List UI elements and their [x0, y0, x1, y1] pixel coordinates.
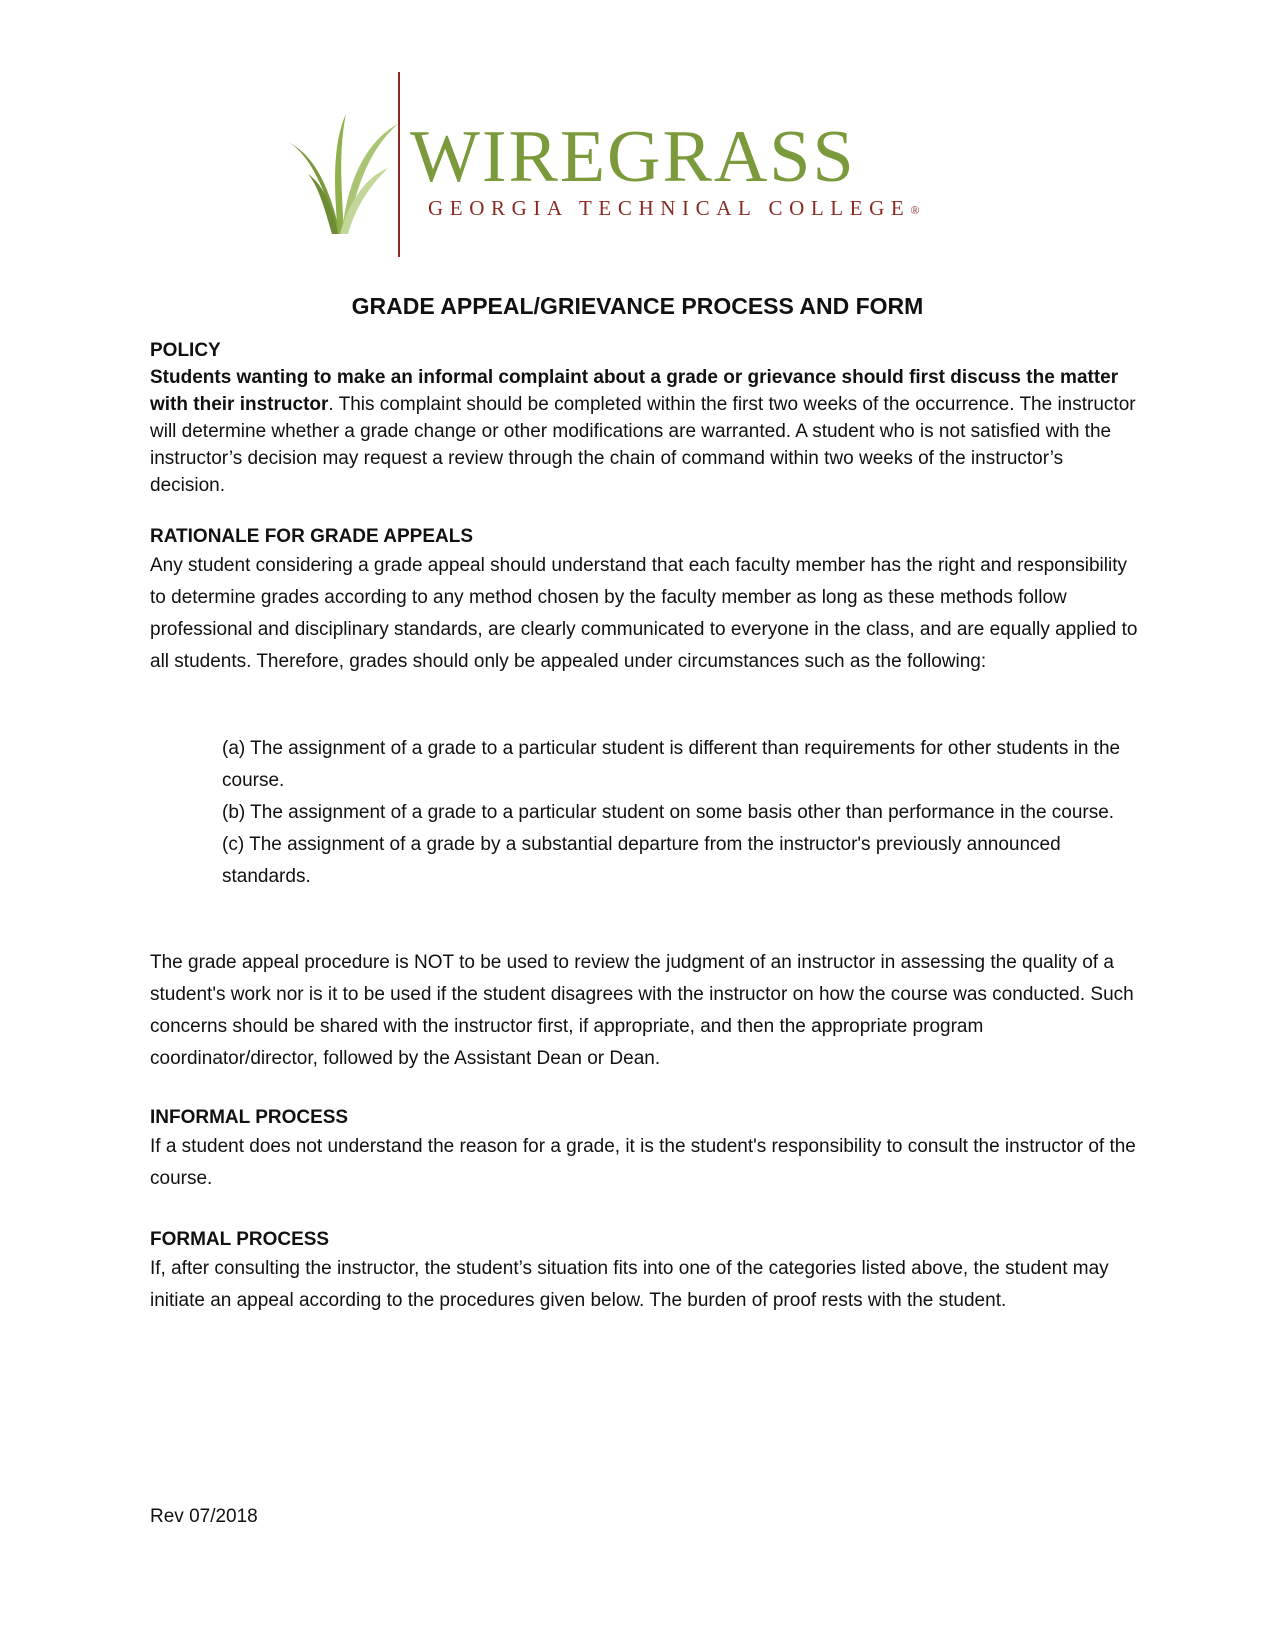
rationale-heading: RATIONALE FOR GRADE APPEALS [150, 526, 474, 547]
logo-wordmark: WIREGRASS [410, 116, 856, 198]
policy-bold-lead: Students wanting to make an informal complaint about a grade or grievance should first discuss the matter with their instructor [150, 367, 1119, 415]
rationale-note: The grade appeal procedure is NOT to be used to review the judgment of an instructor in assessing the quality of a student's work nor is it to be used if the student disagrees with the instructor on how the course was conducted. Such concerns should be shared with the instructor first, if appropriate, and then the appropriate program coordinator/director, followed by the Assistant Dean or Dean. [150, 952, 1134, 1069]
policy-section [150, 337, 1140, 499]
grass-logo-icon [288, 94, 398, 234]
policy-heading: POLICY [150, 340, 221, 361]
logo-subtitle-text: GEORGIA TECHNICAL COLLEGE [428, 196, 911, 220]
informal-body: If a student does not understand the reason for a grade, it is the student's responsibility to consult the instructor of the course. [150, 1136, 1136, 1189]
formal-section [150, 1226, 1140, 1317]
college-logo [288, 72, 948, 262]
formal-body: If, after consulting the instructor, the student’s situation fits into one of the categories listed above, the student may initiate an appeal according to the procedures given below. The burden of proof rests with the student. [150, 1258, 1109, 1311]
policy-body: . This complaint should be completed within the first two weeks of the occurrence. The instructor will determine whether a grade change or other modifications are warranted. A student who is not satisfied with the instructor’s decision may request a review through the chain of command within two weeks of the instructor’s decision. [150, 394, 1136, 496]
registered-mark: ® [910, 203, 920, 218]
page-title: GRADE APPEAL/GRIEVANCE PROCESS AND FORM [351, 293, 924, 319]
policy-paragraph [150, 364, 1140, 499]
informal-heading: INFORMAL PROCESS [150, 1107, 349, 1128]
rationale-item-b: (b) The assignment of a grade to a particular student on some basis other than performance in the course. [222, 802, 1115, 823]
rationale-section [150, 523, 1140, 678]
informal-section [150, 1104, 1140, 1195]
rationale-note-section [150, 947, 1140, 1075]
rationale-item-a: (a) The assignment of a grade to a particular student is different than requirements for other students in the course. [222, 738, 1121, 791]
rationale-list [222, 733, 1122, 893]
logo-subtitle [428, 198, 919, 219]
rationale-item-c: (c) The assignment of a grade by a substantial departure from the instructor's previously announced standards. [222, 834, 1061, 887]
revision-footer: Rev 07/2018 [150, 1506, 258, 1527]
logo-divider [398, 72, 400, 257]
formal-heading: FORMAL PROCESS [150, 1229, 330, 1250]
rationale-body: Any student considering a grade appeal should understand that each faculty member has the right and responsibility to determine grades according to any method chosen by the faculty member as long as these methods follow professional and disciplinary standards, are clearly communicated to everyone in the class, and are equally applied to all students. Therefore, grades should only be appealed under circumstances such as the following: [150, 555, 1138, 672]
